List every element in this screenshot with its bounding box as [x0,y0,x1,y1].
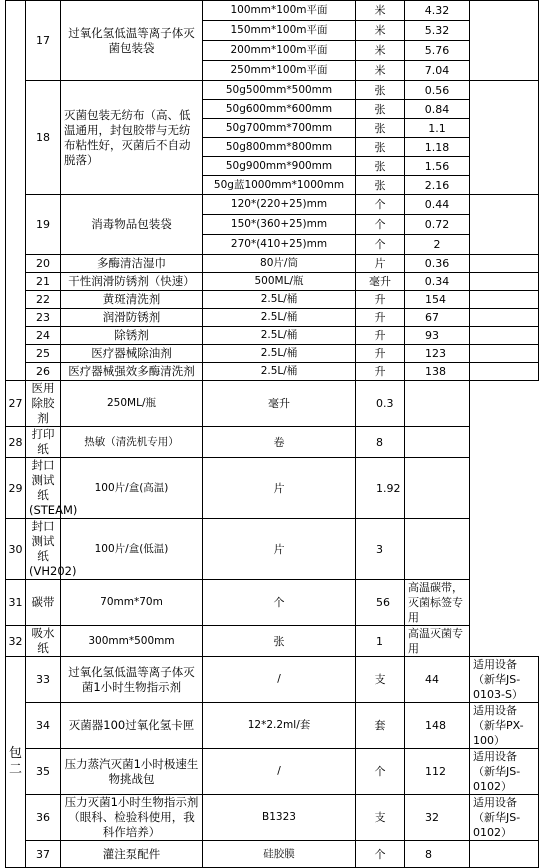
item-note [470,255,539,273]
item-unit: 片 [203,519,356,580]
table-row [6,519,539,580]
item-name: 打印纸 [26,427,61,458]
table-row [6,255,539,273]
item-name: 医疗器械除油剂 [61,345,203,363]
item-spec: 50g900mm*900mm [203,157,356,176]
item-unit: 张 [356,157,405,176]
item-name: 消毒物品包装袋 [61,195,203,255]
item-unit: 个 [203,580,356,626]
item-name: 封口测试纸(STEAM) [26,458,61,519]
item-spec: 50g蓝1000mm*1000mm [203,176,356,195]
item-price: 5.32 [405,21,470,41]
table-row [6,657,539,703]
item-spec: / [203,749,356,795]
item-unit: 米 [356,1,405,21]
item-price: 4.32 [405,1,470,21]
item-price: 1.1 [405,119,470,138]
item-number: 28 [6,427,26,458]
item-spec: 300mm*500mm [61,626,203,657]
item-note [470,195,539,255]
item-number: 35 [26,749,61,795]
item-name: 封口测试纸(VH202) [26,519,61,580]
item-unit: 张 [203,626,356,657]
item-number: 34 [26,703,61,749]
item-unit: 张 [356,176,405,195]
item-note: 适用设备（新华JS-0103-S） [470,657,539,703]
item-note [405,427,470,458]
item-note [470,81,539,195]
item-unit: 张 [356,81,405,100]
item-unit: 毫升 [356,273,405,291]
item-name: 过氧化氢低温等离子体灭菌包装袋 [61,1,203,81]
item-price: 56 [356,580,405,626]
item-unit: 片 [356,255,405,273]
item-name: 医疗器械强效多酶清洗剂 [61,363,203,381]
item-note [470,1,539,81]
item-spec: 150*(360+25)mm [203,215,356,235]
item-spec: 70mm*70m [61,580,203,626]
item-price: 1.18 [405,138,470,157]
item-unit: 张 [356,138,405,157]
item-name: 灌注泵配件 [61,841,203,868]
item-unit: 毫升 [203,381,356,427]
table-row [6,273,539,291]
item-note [405,519,470,580]
item-unit: 升 [356,345,405,363]
item-price: 148 [405,703,470,749]
item-price: 0.3 [356,381,405,427]
item-price: 138 [405,363,470,381]
item-spec: 50g600mm*600mm [203,100,356,119]
item-note [470,327,539,345]
item-spec: 50g700mm*700mm [203,119,356,138]
item-price: 112 [405,749,470,795]
item-price: 3 [356,519,405,580]
item-spec: 270*(410+25)mm [203,235,356,255]
item-note: 适用设备（新华JS-0102） [470,749,539,795]
item-spec: 12*2.2ml/套 [203,703,356,749]
item-note [470,841,539,868]
item-name: 过氧化氢低温等离子体灭菌1小时生物指示剂 [61,657,203,703]
item-number: 27 [6,381,26,427]
item-spec: 100mm*100m平面 [203,1,356,21]
item-spec: 2.5L/桶 [203,345,356,363]
item-note: 高温灭菌专用 [405,626,470,657]
item-unit: 米 [356,61,405,81]
item-spec: 100片/盒(低温) [61,519,203,580]
item-number: 17 [26,1,61,81]
item-price: 0.84 [405,100,470,119]
item-unit: 套 [356,703,405,749]
table-row [6,309,539,327]
item-spec: 2.5L/桶 [203,363,356,381]
item-note [470,273,539,291]
item-unit: 米 [356,41,405,61]
table-row [6,81,539,100]
table-row [6,841,539,868]
table-row [6,749,539,795]
item-name: 干性润滑防锈剂（快速） [61,273,203,291]
item-unit: 升 [356,363,405,381]
item-number: 31 [6,580,26,626]
item-price: 32 [405,795,470,841]
item-number: 20 [26,255,61,273]
item-price: 67 [405,309,470,327]
item-number: 37 [26,841,61,868]
item-price: 0.44 [405,195,470,215]
item-name: 压力灭菌1小时生物指示剂（眼科、检验科使用，我科作培养） [61,795,203,841]
item-unit: 张 [356,119,405,138]
package-label [6,657,26,868]
item-number: 24 [26,327,61,345]
item-spec: 50g800mm*800mm [203,138,356,157]
item-price: 2 [405,235,470,255]
item-spec: 250ML/瓶 [61,381,203,427]
item-name: 除锈剂 [61,327,203,345]
item-name: 黄斑清洗剂 [61,291,203,309]
item-price: 123 [405,345,470,363]
item-spec: 250mm*100m平面 [203,61,356,81]
item-note: 适用设备（新华PX-100） [470,703,539,749]
item-price: 8 [356,427,405,458]
item-number: 22 [26,291,61,309]
table-row [6,363,539,381]
item-name: 压力蒸汽灭菌1小时极速生物挑战包 [61,749,203,795]
item-spec: / [203,657,356,703]
item-name: 灭菌包装无纺布（高、低温通用，封包胶带与无纺布粘性好，灭菌后不自动脱落） [61,81,203,195]
item-number: 25 [26,345,61,363]
item-unit: 片 [203,458,356,519]
table-row [6,1,539,21]
item-unit: 张 [356,100,405,119]
item-spec: 120*(220+25)mm [203,195,356,215]
item-note: 高温碳带，灭菌标签专用 [405,580,470,626]
item-price: 2.16 [405,176,470,195]
item-price: 154 [405,291,470,309]
table-row [6,195,539,215]
item-unit: 个 [356,215,405,235]
item-note [470,363,539,381]
item-unit: 个 [356,841,405,868]
table-row [6,345,539,363]
item-name: 吸水纸 [26,626,61,657]
item-note [470,309,539,327]
item-unit: 支 [356,657,405,703]
item-spec: B1323 [203,795,356,841]
item-name: 多酶清洁湿巾 [61,255,203,273]
item-note: 适用设备（新华JS-0102） [470,795,539,841]
table-row [6,458,539,519]
item-price: 1.56 [405,157,470,176]
item-name: 碳带 [26,580,61,626]
table-row [6,795,539,841]
item-unit: 升 [356,291,405,309]
item-number: 36 [26,795,61,841]
table-row [6,427,539,458]
package-label-text: 包二 [9,746,23,777]
procurement-table [5,0,539,868]
item-spec: 500ML/瓶 [203,273,356,291]
item-spec: 200mm*100m平面 [203,41,356,61]
item-number: 23 [26,309,61,327]
item-name: 灭菌器100过氧化氢卡匣 [61,703,203,749]
item-unit: 升 [356,327,405,345]
item-unit: 卷 [203,427,356,458]
item-spec: 硅胶膜 [203,841,356,868]
item-unit: 支 [356,795,405,841]
item-number: 33 [26,657,61,703]
item-price: 0.56 [405,81,470,100]
item-price: 0.34 [405,273,470,291]
item-number: 18 [26,81,61,195]
table-row [6,291,539,309]
table-row [6,580,539,626]
item-price: 93 [405,327,470,345]
item-unit: 个 [356,195,405,215]
item-number: 30 [6,519,26,580]
item-note [405,458,470,519]
item-price: 1 [356,626,405,657]
item-spec: 150mm*100m平面 [203,21,356,41]
item-spec: 50g500mm*500mm [203,81,356,100]
table-row [6,327,539,345]
item-number: 19 [26,195,61,255]
item-spec: 2.5L/桶 [203,327,356,345]
item-unit: 个 [356,235,405,255]
item-number: 21 [26,273,61,291]
item-note [405,381,470,427]
package-cell-blank [6,1,26,381]
item-unit: 个 [356,749,405,795]
item-unit: 米 [356,21,405,41]
item-price: 8 [405,841,470,868]
item-spec: 80片/筒 [203,255,356,273]
item-name: 润滑防锈剂 [61,309,203,327]
item-number: 29 [6,458,26,519]
item-name: 医用除胶剂 [26,381,61,427]
item-spec: 2.5L/桶 [203,291,356,309]
item-price: 0.72 [405,215,470,235]
item-price: 5.76 [405,41,470,61]
item-price: 7.04 [405,61,470,81]
item-spec: 2.5L/桶 [203,309,356,327]
item-unit: 升 [356,309,405,327]
item-price: 0.36 [405,255,470,273]
item-spec: 100片/盒(高温) [61,458,203,519]
table-row [6,381,539,427]
item-price: 44 [405,657,470,703]
item-price: 1.92 [356,458,405,519]
table-row [6,626,539,657]
item-number: 32 [6,626,26,657]
table-row [6,703,539,749]
item-number: 26 [26,363,61,381]
item-note [470,345,539,363]
item-spec: 热敏（清洗机专用） [61,427,203,458]
item-note [470,291,539,309]
